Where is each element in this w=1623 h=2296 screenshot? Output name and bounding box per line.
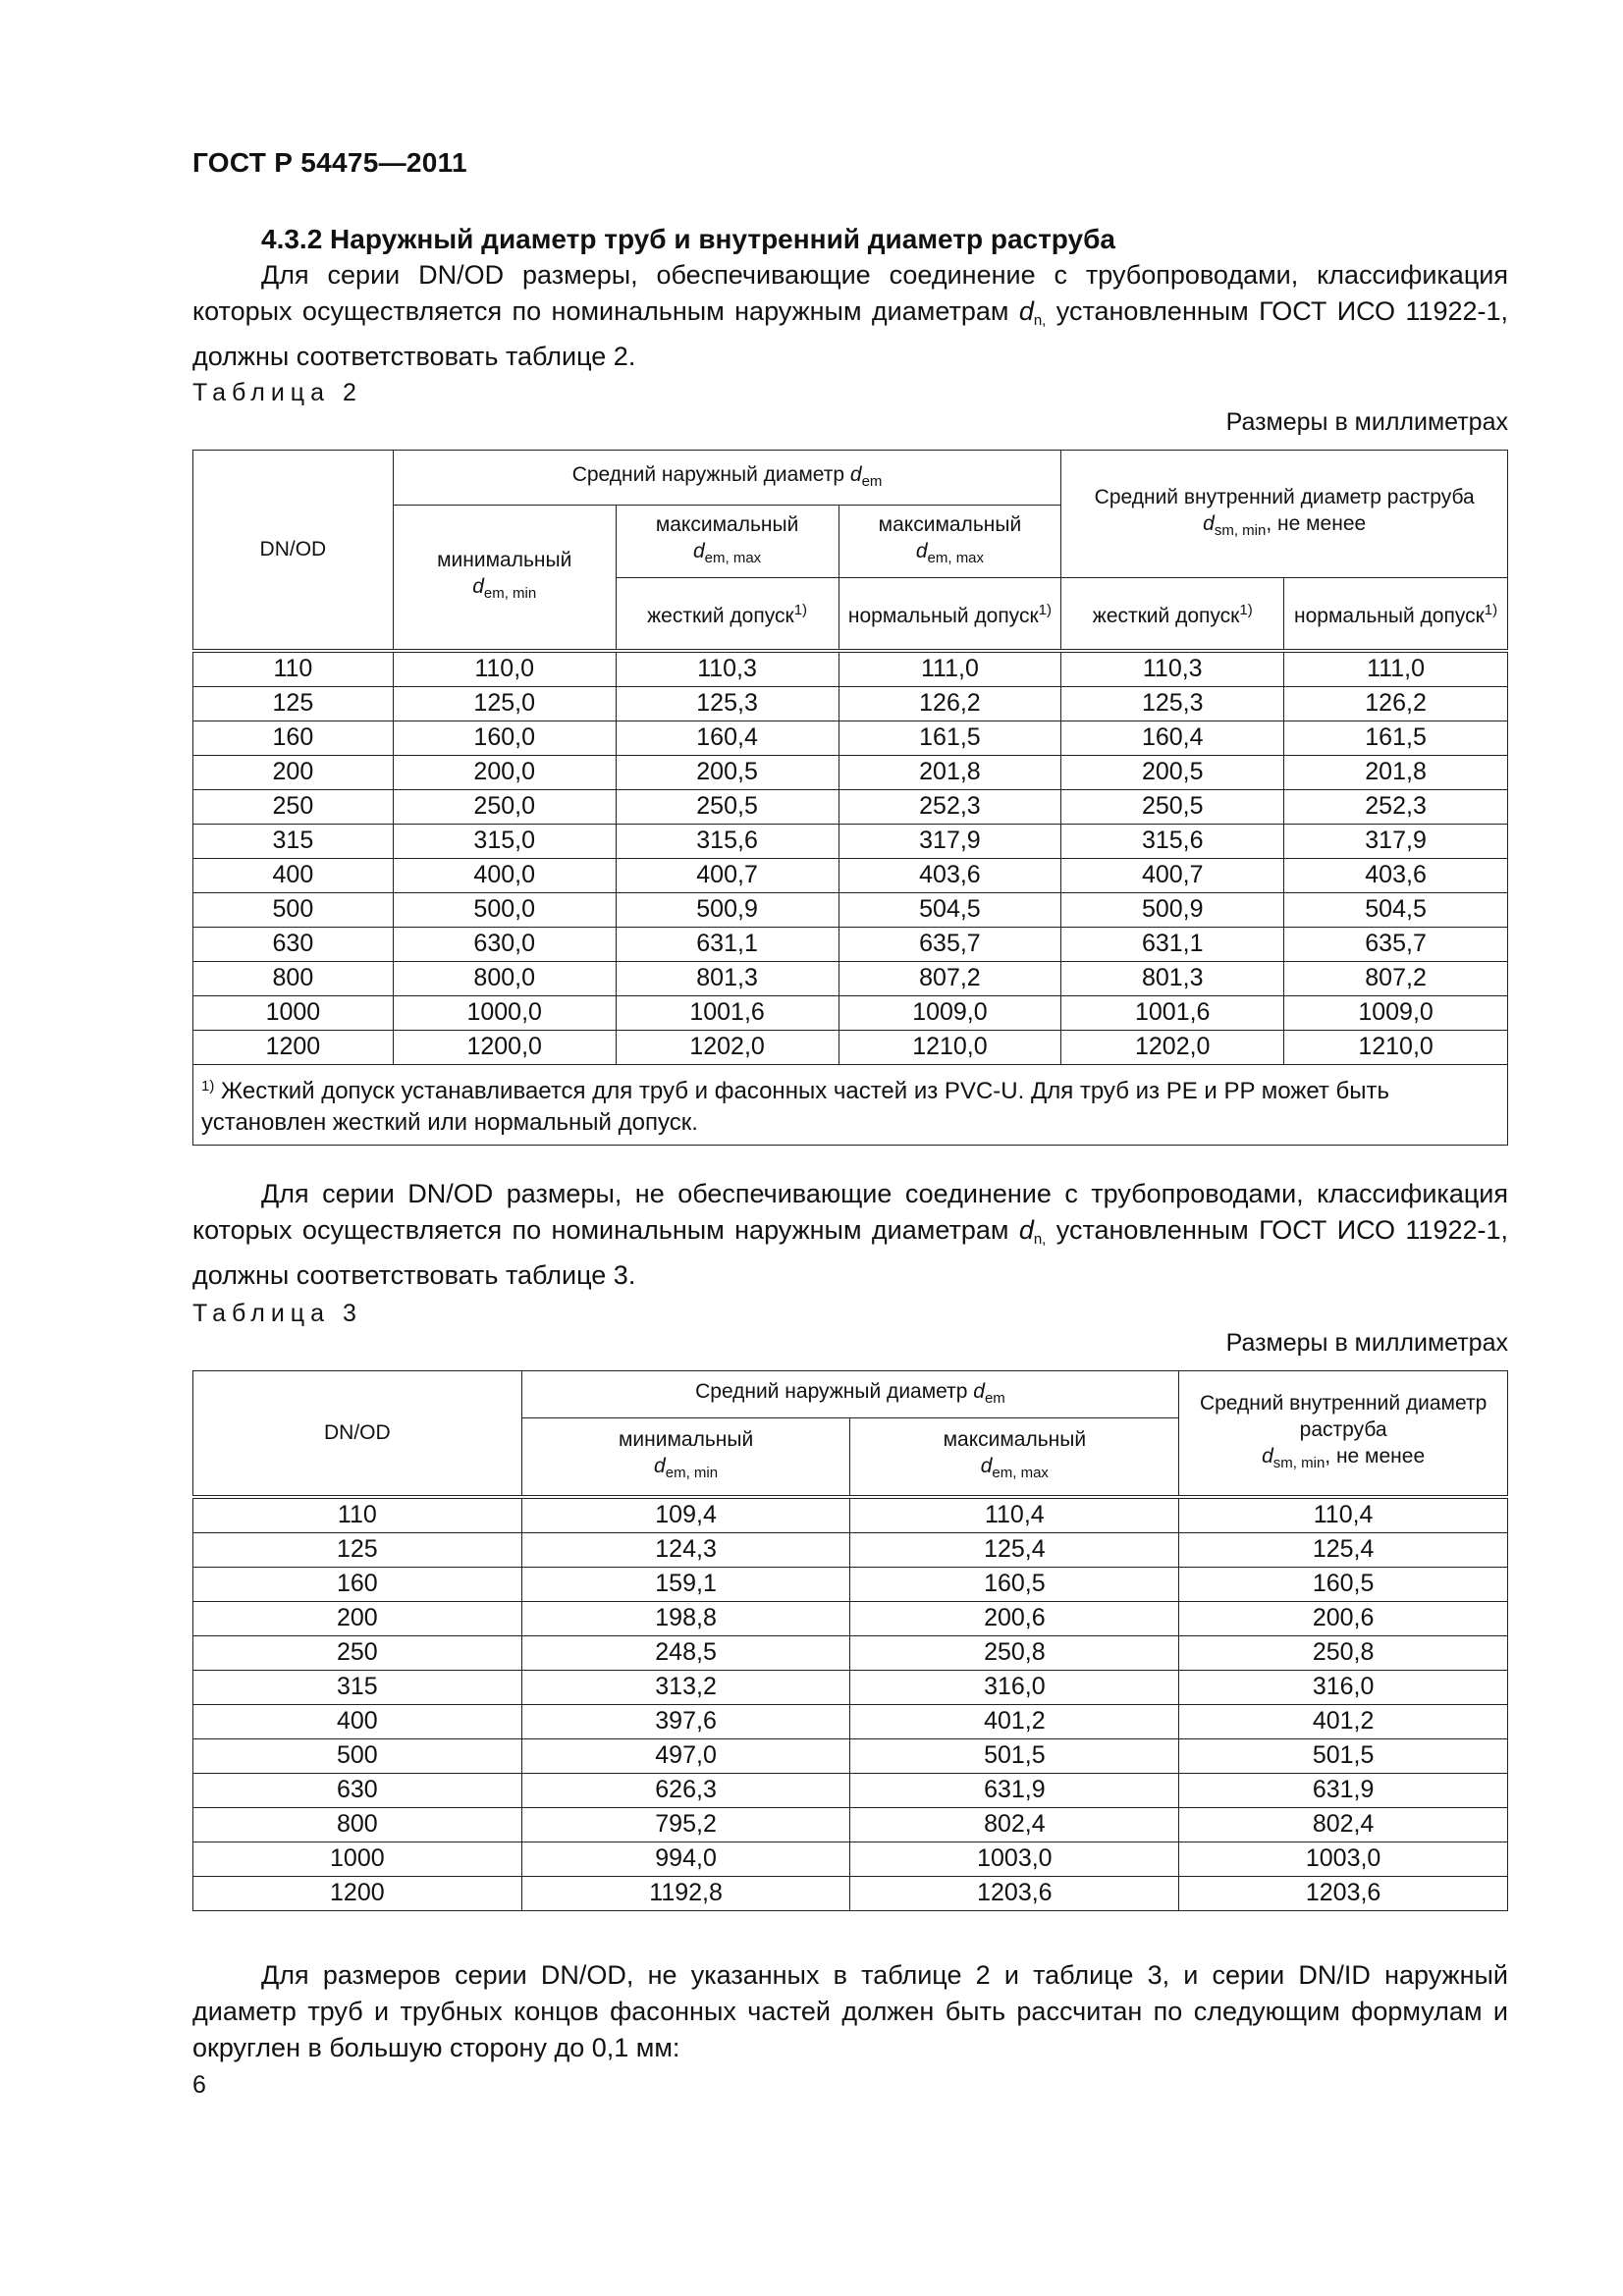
t3-cell: 124,3 — [521, 1532, 850, 1567]
t2-cell: 500 — [193, 892, 394, 927]
t2-cell: 160,0 — [393, 721, 616, 755]
t2-cell: 110 — [193, 651, 394, 687]
t3-row — [193, 1635, 1508, 1670]
t3-row — [193, 1567, 1508, 1601]
t2-row — [193, 824, 1508, 858]
t3-cell: 250 — [193, 1635, 522, 1670]
t2-cell: 500,9 — [616, 892, 839, 927]
t2-cell: 315 — [193, 824, 394, 858]
t2-cell: 315,6 — [1061, 824, 1284, 858]
t2-cell: 1009,0 — [1284, 995, 1508, 1030]
t3-row — [193, 1842, 1508, 1876]
t3-cell: 1003,0 — [850, 1842, 1179, 1876]
t2-cell: 125,3 — [616, 686, 839, 721]
t3-cell: 160 — [193, 1567, 522, 1601]
t3-cell: 630 — [193, 1773, 522, 1807]
t2-cell: 800 — [193, 961, 394, 995]
t3-cell: 401,2 — [850, 1704, 1179, 1738]
t2-cell: 110,0 — [393, 651, 616, 687]
t2-row — [193, 1030, 1508, 1064]
t3-cell: 313,2 — [521, 1670, 850, 1704]
t2-cell: 1210,0 — [839, 1030, 1061, 1064]
t3-row — [193, 1773, 1508, 1807]
section-title: 4.3.2 Наружный диаметр труб и внутренний диаметр раструба — [261, 224, 1115, 254]
t3-row — [193, 1738, 1508, 1773]
t3-cell: 497,0 — [521, 1738, 850, 1773]
t2-cell: 1202,0 — [616, 1030, 839, 1064]
t2-cell: 250,5 — [1061, 789, 1284, 824]
t3-cell: 1192,8 — [521, 1876, 850, 1910]
t3-cell: 109,4 — [521, 1497, 850, 1533]
t2-cell: 315,0 — [393, 824, 616, 858]
t3-cell: 397,6 — [521, 1704, 850, 1738]
t2-cell: 400 — [193, 858, 394, 892]
t3-cell: 802,4 — [850, 1807, 1179, 1842]
t2-cell: 252,3 — [839, 789, 1061, 824]
t2-cell: 201,8 — [839, 755, 1061, 789]
t2-header-min: минимальный $d_{em, min}$ — [393, 506, 616, 651]
t2-header-rigid-2: жесткий допуск$^{1)}$ — [1061, 578, 1284, 651]
paragraph-3: Для размеров серии DN/OD, не указанных в таблице 2 и таблице 3, и серии DN/ID наружный диаметр труб и трубных концов фасонных частей должен быть рассчитан по следующим формулам и округлен в большую сторону до 0,1 мм: — [192, 1960, 1508, 2062]
t2-cell: 125 — [193, 686, 394, 721]
t3-row — [193, 1601, 1508, 1635]
table-3 — [192, 1370, 1508, 1911]
t3-header-dnod: DN/OD — [193, 1371, 522, 1497]
t2-row — [193, 858, 1508, 892]
t3-cell: 400 — [193, 1704, 522, 1738]
t3-cell: 160,5 — [1179, 1567, 1508, 1601]
t2-header-max-2: максимальный $d_{em, max}$ — [839, 506, 1061, 578]
t3-cell: 110 — [193, 1497, 522, 1533]
t2-cell: 631,1 — [616, 927, 839, 961]
t2-cell: 1210,0 — [1284, 1030, 1508, 1064]
table2-units: Размеры в миллиметрах — [1225, 408, 1508, 436]
t2-row — [193, 892, 1508, 927]
document-header: ГОСТ Р 54475—2011 — [192, 147, 467, 178]
table2-caption: Таблица 2 — [192, 379, 362, 406]
t2-cell: 200,0 — [393, 755, 616, 789]
t3-cell: 1203,6 — [850, 1876, 1179, 1910]
t2-cell: 1202,0 — [1061, 1030, 1284, 1064]
t2-header-socket: Средний внутренний диаметр раструба $d_{sm, min}$, не менее — [1061, 451, 1508, 578]
t2-cell: 252,3 — [1284, 789, 1508, 824]
paragraph-2: Для серии DN/OD размеры, не обеспечивающие соединение с трубопроводами, классификация которых осуществляется по номинальным наружным диаметрам $d_{n,}$ установленным ГОСТ ИСО 11922-1, должны соответствовать таблице 3. — [192, 1179, 1509, 1290]
t3-cell: 795,2 — [521, 1807, 850, 1842]
t3-cell: 248,5 — [521, 1635, 850, 1670]
t3-row — [193, 1670, 1508, 1704]
t2-row — [193, 755, 1508, 789]
t2-cell: 403,6 — [839, 858, 1061, 892]
t2-cell: 1200,0 — [393, 1030, 616, 1064]
t2-cell: 1000 — [193, 995, 394, 1030]
t2-cell: 630 — [193, 927, 394, 961]
t2-header-rigid-1: жесткий допуск$^{1)}$ — [616, 578, 839, 651]
table3-units: Размеры в миллиметрах — [1225, 1329, 1508, 1357]
t3-cell: 1003,0 — [1179, 1842, 1508, 1876]
t2-row — [193, 651, 1508, 687]
t3-cell: 800 — [193, 1807, 522, 1842]
t2-row — [193, 927, 1508, 961]
t3-cell: 316,0 — [1179, 1670, 1508, 1704]
t2-cell: 1001,6 — [1061, 995, 1284, 1030]
t3-cell: 198,8 — [521, 1601, 850, 1635]
t2-cell: 161,5 — [1284, 721, 1508, 755]
t2-row — [193, 721, 1508, 755]
t3-header-mean-outer: Средний наружный диаметр $d_{em}$ — [521, 1371, 1179, 1418]
t2-header-dnod: DN/OD — [193, 451, 394, 651]
t2-cell: 160,4 — [616, 721, 839, 755]
t2-header-max-1: максимальный $d_{em, max}$ — [616, 506, 839, 578]
t2-cell: 200,5 — [616, 755, 839, 789]
table3-caption: Таблица 3 — [192, 1300, 362, 1327]
t3-cell: 159,1 — [521, 1567, 850, 1601]
t2-cell: 201,8 — [1284, 755, 1508, 789]
t3-cell: 110,4 — [1179, 1497, 1508, 1533]
t3-cell: 250,8 — [850, 1635, 1179, 1670]
t3-cell: 631,9 — [850, 1773, 1179, 1807]
t2-cell: 111,0 — [839, 651, 1061, 687]
t2-cell: 126,2 — [839, 686, 1061, 721]
table-2 — [192, 450, 1508, 1146]
t2-cell: 504,5 — [839, 892, 1061, 927]
t3-cell: 631,9 — [1179, 1773, 1508, 1807]
t3-cell: 500 — [193, 1738, 522, 1773]
t3-cell: 110,4 — [850, 1497, 1179, 1533]
page-number: 6 — [192, 2071, 206, 2099]
t3-header-min: минимальный $d_{em, min}$ — [521, 1418, 850, 1497]
t2-cell: 800,0 — [393, 961, 616, 995]
t2-cell: 504,5 — [1284, 892, 1508, 927]
t2-header-normal-1: нормальный допуск$^{1)}$ — [839, 578, 1061, 651]
t2-cell: 160,4 — [1061, 721, 1284, 755]
t2-cell: 110,3 — [616, 651, 839, 687]
t2-cell: 317,9 — [1284, 824, 1508, 858]
t2-cell: 125,0 — [393, 686, 616, 721]
t3-cell: 626,3 — [521, 1773, 850, 1807]
t2-cell: 631,1 — [1061, 927, 1284, 961]
t3-cell: 125 — [193, 1532, 522, 1567]
t2-cell: 161,5 — [839, 721, 1061, 755]
t3-cell: 200,6 — [850, 1601, 1179, 1635]
t3-cell: 316,0 — [850, 1670, 1179, 1704]
t2-cell: 317,9 — [839, 824, 1061, 858]
t2-cell: 110,3 — [1061, 651, 1284, 687]
t3-header-max: максимальный $d_{em, max}$ — [850, 1418, 1179, 1497]
t2-row — [193, 961, 1508, 995]
t3-cell: 125,4 — [850, 1532, 1179, 1567]
t3-row — [193, 1807, 1508, 1842]
t3-cell: 994,0 — [521, 1842, 850, 1876]
t2-cell: 111,0 — [1284, 651, 1508, 687]
t2-cell: 1000,0 — [393, 995, 616, 1030]
t3-row — [193, 1532, 1508, 1567]
paragraph-1: Для серии DN/OD размеры, обеспечивающие соединение с трубопроводами, классификация которых осуществляется по номинальным наружным диаметрам $d_{n,}$ установленным ГОСТ ИСО 11922-1, должны соответствовать таблице 2. — [192, 260, 1509, 371]
t2-cell: 250,5 — [616, 789, 839, 824]
t3-cell: 125,4 — [1179, 1532, 1508, 1567]
t3-cell: 802,4 — [1179, 1807, 1508, 1842]
t3-row — [193, 1497, 1508, 1533]
t3-cell: 160,5 — [850, 1567, 1179, 1601]
t2-cell: 630,0 — [393, 927, 616, 961]
t3-cell: 1203,6 — [1179, 1876, 1508, 1910]
t2-header-normal-2: нормальный допуск$^{1)}$ — [1284, 578, 1508, 651]
t2-row — [193, 789, 1508, 824]
t3-cell: 250,8 — [1179, 1635, 1508, 1670]
t3-row — [193, 1704, 1508, 1738]
t3-cell: 501,5 — [850, 1738, 1179, 1773]
t2-cell: 160 — [193, 721, 394, 755]
t2-cell: 315,6 — [616, 824, 839, 858]
t2-cell: 1001,6 — [616, 995, 839, 1030]
t2-cell: 1009,0 — [839, 995, 1061, 1030]
t2-cell: 1200 — [193, 1030, 394, 1064]
t2-row — [193, 686, 1508, 721]
t2-footnote: $^{1)}$ Жесткий допуск устанавливается для труб и фасонных частей из PVC-U. Для труб из PE и PP может быть установлен жесткий или нормальный допуск. — [193, 1064, 1508, 1145]
t3-cell: 200,6 — [1179, 1601, 1508, 1635]
t2-cell: 635,7 — [839, 927, 1061, 961]
t3-cell: 315 — [193, 1670, 522, 1704]
t2-cell: 801,3 — [1061, 961, 1284, 995]
t2-cell: 807,2 — [839, 961, 1061, 995]
t2-header-mean-outer: Средний наружный диаметр $d_{em}$ — [393, 451, 1061, 506]
t3-row — [193, 1876, 1508, 1910]
t2-cell: 125,3 — [1061, 686, 1284, 721]
t3-header-socket: Средний внутренний диаметр раструба $d_{sm, min}$, не менее — [1179, 1371, 1508, 1497]
t2-cell: 250 — [193, 789, 394, 824]
t3-cell: 1200 — [193, 1876, 522, 1910]
t2-cell: 500,0 — [393, 892, 616, 927]
t2-cell: 400,0 — [393, 858, 616, 892]
t2-cell: 126,2 — [1284, 686, 1508, 721]
t2-row — [193, 995, 1508, 1030]
t2-cell: 400,7 — [1061, 858, 1284, 892]
t2-cell: 801,3 — [616, 961, 839, 995]
t3-cell: 501,5 — [1179, 1738, 1508, 1773]
t2-cell: 807,2 — [1284, 961, 1508, 995]
t3-cell: 1000 — [193, 1842, 522, 1876]
t2-cell: 200 — [193, 755, 394, 789]
t2-cell: 200,5 — [1061, 755, 1284, 789]
t2-cell: 500,9 — [1061, 892, 1284, 927]
t2-cell: 400,7 — [616, 858, 839, 892]
t2-cell: 250,0 — [393, 789, 616, 824]
t2-cell: 403,6 — [1284, 858, 1508, 892]
t3-cell: 200 — [193, 1601, 522, 1635]
t2-cell: 635,7 — [1284, 927, 1508, 961]
t3-cell: 401,2 — [1179, 1704, 1508, 1738]
